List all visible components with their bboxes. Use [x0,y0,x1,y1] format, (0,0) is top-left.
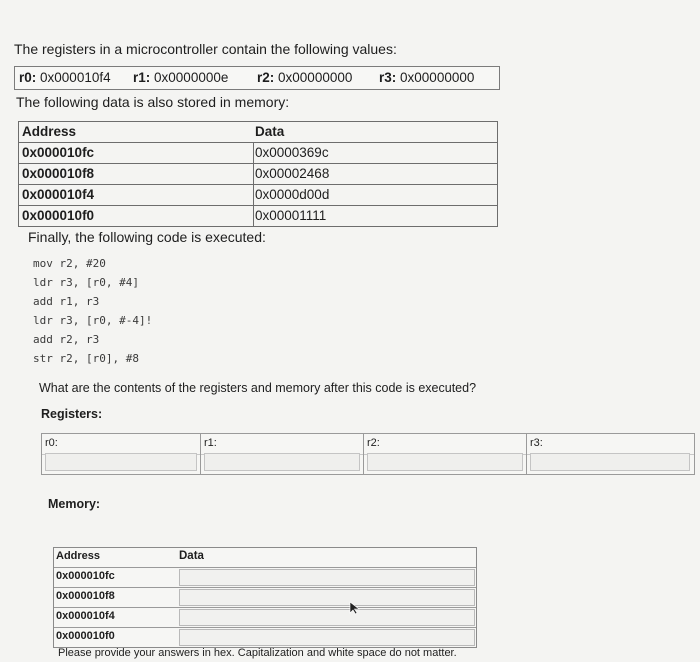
table-row [54,608,476,628]
register-r2 [257,70,352,85]
answer-address: 0x000010f0 [56,630,115,642]
memory-answer-header [54,548,476,568]
register-r1-value: 0x0000000e [154,70,229,85]
answer-address-header: Address [56,550,101,562]
memory-address: 0x000010fc [22,145,95,160]
register-r3-value: 0x00000000 [400,70,475,85]
memory-data: 0x0000d00d [255,187,330,202]
memory-answer-input[interactable] [179,589,475,606]
register-r0-value: 0x000010f4 [40,70,111,85]
data-header: Data [255,124,285,139]
memory-intro: The following data is also stored in memory: [16,94,290,110]
register-r1 [133,70,228,85]
register-r3 [379,70,474,85]
table-row [19,185,497,206]
code-line: str r2, [r0], #8 [33,352,139,365]
memory-answer-input[interactable] [179,629,475,646]
answer-cell-r1 [201,434,364,474]
table-row [54,568,476,588]
register-r2-label: r2: [257,70,275,85]
answer-note: Please provide your answers in hex. Capitalization and white space do not matter. [58,647,457,659]
table-row [54,628,476,647]
answer-data-header: Data [179,550,204,562]
memory-address: 0x000010f0 [22,208,95,223]
question-text: What are the contents of the registers and memory after this code is executed? [39,381,477,395]
answer-label-r2: r2: [367,437,380,449]
table-row [54,588,476,608]
r3-answer-input[interactable] [530,453,690,471]
answer-address: 0x000010f8 [56,590,115,602]
answer-cell-r3 [527,434,693,474]
memory-data: 0x0000369c [255,145,329,160]
register-r2-value: 0x00000000 [278,70,353,85]
answer-label-r3: r3: [530,437,543,449]
table-row [19,206,497,226]
memory-answer-input[interactable] [179,609,475,626]
r2-answer-input[interactable] [367,453,523,471]
register-r0-label: r0: [19,70,37,85]
table-row [19,164,497,185]
answer-address: 0x000010fc [56,570,115,582]
register-r0 [19,70,111,85]
code-intro: Finally, the following code is executed: [28,229,266,245]
memory-heading: Memory: [48,497,101,511]
code-line: add r2, r3 [33,333,100,346]
memory-address: 0x000010f4 [22,187,95,202]
answer-address: 0x000010f4 [56,610,115,622]
memory-table [18,121,498,227]
register-r1-label: r1: [133,70,151,85]
memory-answer-table [53,547,477,648]
register-values-row [14,66,500,90]
r0-answer-input[interactable] [45,453,197,471]
answer-label-r1: r1: [204,437,217,449]
registers-heading: Registers: [41,407,103,421]
code-line: ldr r3, [r0, #-4]! [33,314,153,327]
registers-answer-table [41,433,695,475]
code-line: ldr r3, [r0, #4] [33,276,139,289]
code-line: add r1, r3 [33,295,100,308]
table-row [19,143,497,164]
r1-answer-input[interactable] [204,453,360,471]
answer-cell-r2 [364,434,527,474]
memory-data: 0x00001111 [255,208,327,223]
memory-answer-input[interactable] [179,569,475,586]
code-line: mov r2, #20 [33,257,106,270]
intro-text: The registers in a microcontroller contain the following values: [14,41,397,57]
answer-cell-r0 [42,434,201,474]
memory-data: 0x00002468 [255,166,330,181]
memory-address: 0x000010f8 [22,166,95,181]
memory-table-header [19,122,497,143]
answer-label-r0: r0: [45,437,58,449]
address-header: Address [22,124,77,139]
register-r3-label: r3: [379,70,397,85]
mouse-cursor-icon [349,601,361,615]
